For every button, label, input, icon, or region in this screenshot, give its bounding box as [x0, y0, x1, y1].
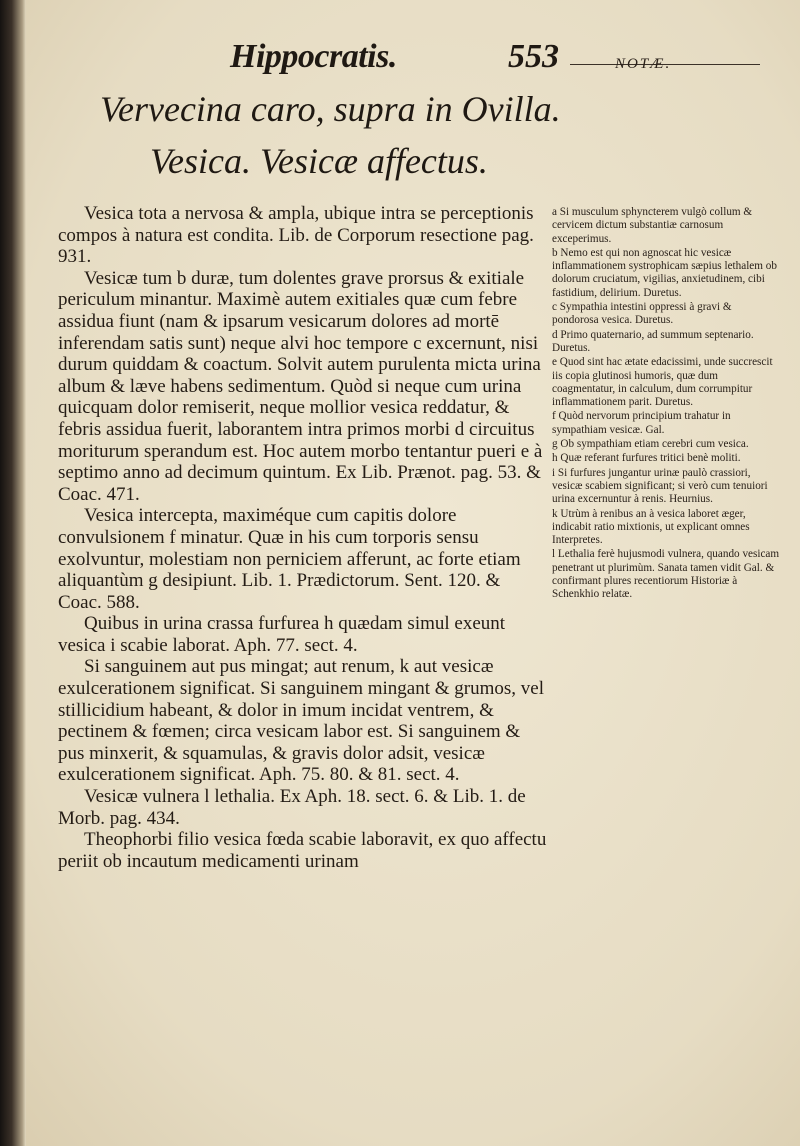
section-title-vesica: Vesica. Vesicæ affectus.: [150, 141, 488, 181]
notes-label: NOTÆ.: [615, 56, 672, 72]
page-header: [230, 38, 760, 78]
binding-gutter: [0, 0, 26, 1146]
page-number: 553: [508, 38, 559, 75]
note-item: c Sympathia intestini oppressi à gravi & pondorosa vesica. Duretus.: [552, 301, 732, 327]
note-item: h Quæ referant furfures tritici benè moliti.: [552, 452, 741, 465]
note-item: f Quòd nervorum principium trahatur in sympathiam vesicæ. Gal.: [552, 410, 731, 436]
main-paragraph: Quibus in urina crassa furfurea h quædam simul exeunt vesica i scabie laborat. Aph. 77. sect. 4.: [58, 613, 506, 656]
note-item: b Nemo est qui non agnoscat hic vesicæ inflammationem systrophicam sæpius lethalem ob dolorum cruciatum, vigilias, anxietudinem, cibi fastidium, delirium. Duretus.: [552, 246, 777, 299]
notes-column: [552, 206, 780, 603]
section-title-vervecina: Vervecina caro, supra in Ovilla.: [100, 89, 561, 129]
main-paragraph: Vesicæ vulnera l lethalia. Ex Aph. 18. sect. 6. & Lib. 1. de Morb. pag. 434.: [58, 786, 526, 829]
note-item: l Lethalia ferè hujusmodi vulnera, quando vesicam penetrant ut plurimùm. Sanata tamen vidit Gal. & confirmant plures recentiorum Historiæ à Schenkhio relatæ.: [552, 548, 780, 601]
note-item: g Ob sympathiam etiam cerebri cum vesica.: [552, 438, 749, 451]
note-item: a Si musculum sphyncterem vulgò collum & cervicem dictum substantiæ carnosum exceperimus.: [552, 206, 753, 245]
main-paragraph: Si sanguinem aut pus mingat; aut renum, k aut vesicæ exulcerationem significat. Si sanguinem mingant & grumos, vel stillicidium habeant, & dolor in imum incidat ventrem, & pectinem & fœmen; circa vesicam labor est. Si sanguinem & pus minxerit, & squamulas, & gravis dolor adsit, vesicæ exulcerationem significat. Aph. 75. 80. & 81. sect. 4.: [58, 656, 544, 786]
main-paragraph: Vesica tota a nervosa & ampla, ubique intra se perceptionis compos à natura est condita. Lib. de Corporum resectione pag. 931.: [58, 203, 534, 268]
note-item: k Utrùm à renibus an à vesica laboret æger, indicabit ratio mixtionis, ut explicant omnes Interpretes.: [552, 507, 750, 547]
note-item: d Primo quaternario, ad summum septenario. Duretus.: [552, 328, 754, 354]
main-paragraph: Vesica intercepta, maximéque cum capitis dolore convulsionem f minatur. Quæ in his cum torporis sensu exolvuntur, molestiam non perniciem afferunt, ac forte etiam aliquantùm g desipiunt. Lib. 1. Prædictorum. Sent. 120. & Coac. 588.: [58, 505, 521, 613]
note-item: i Si furfures jungantur urinæ paulò crassiori, vesicæ scabiem significant; si verò cum tenuiori urina excernuntur à renis. Heurnius.: [552, 466, 768, 506]
running-head: Hippocratis.: [230, 38, 397, 75]
main-paragraph: Vesicæ tum b duræ, tum dolentes grave prorsus & exitiale periculum minantur. Maximè autem exitiales quæ cum febre assidua fiunt (nam & ipsarum vesicarum dolores ad mortē inferendam satis sunt) neque alvi hoc tempore c excernunt, nisi durum quiddam & coactum. Solvit autem purulenta micta urina album & læve habens sedimentum. Quòd si neque cum urina quicquam dolor remiserit, neque mollior vesica reddatur, & febris assidua fuerit, laborantem intra primos morbi d circuitus moriturum sperandum est. Hoc autem morbo tentantur pueri e à septimo anno ad decimum quintum. Ex Lib. Prænot. pag. 53. & Coac. 471.: [58, 267, 543, 505]
main-text-column: [58, 203, 548, 872]
note-item: e Quod sint hac ætate edacissimi, unde succrescit iis copia glutinosi humoris, quæ dum coagmentatur, in calculum, dum corrumpitur inflammationem parit. Duretus.: [552, 356, 773, 409]
main-paragraph: Theophorbi filio vesica fœda scabie laboravit, ex quo affectu periit ob incautum medicamenti urinam: [58, 829, 547, 872]
